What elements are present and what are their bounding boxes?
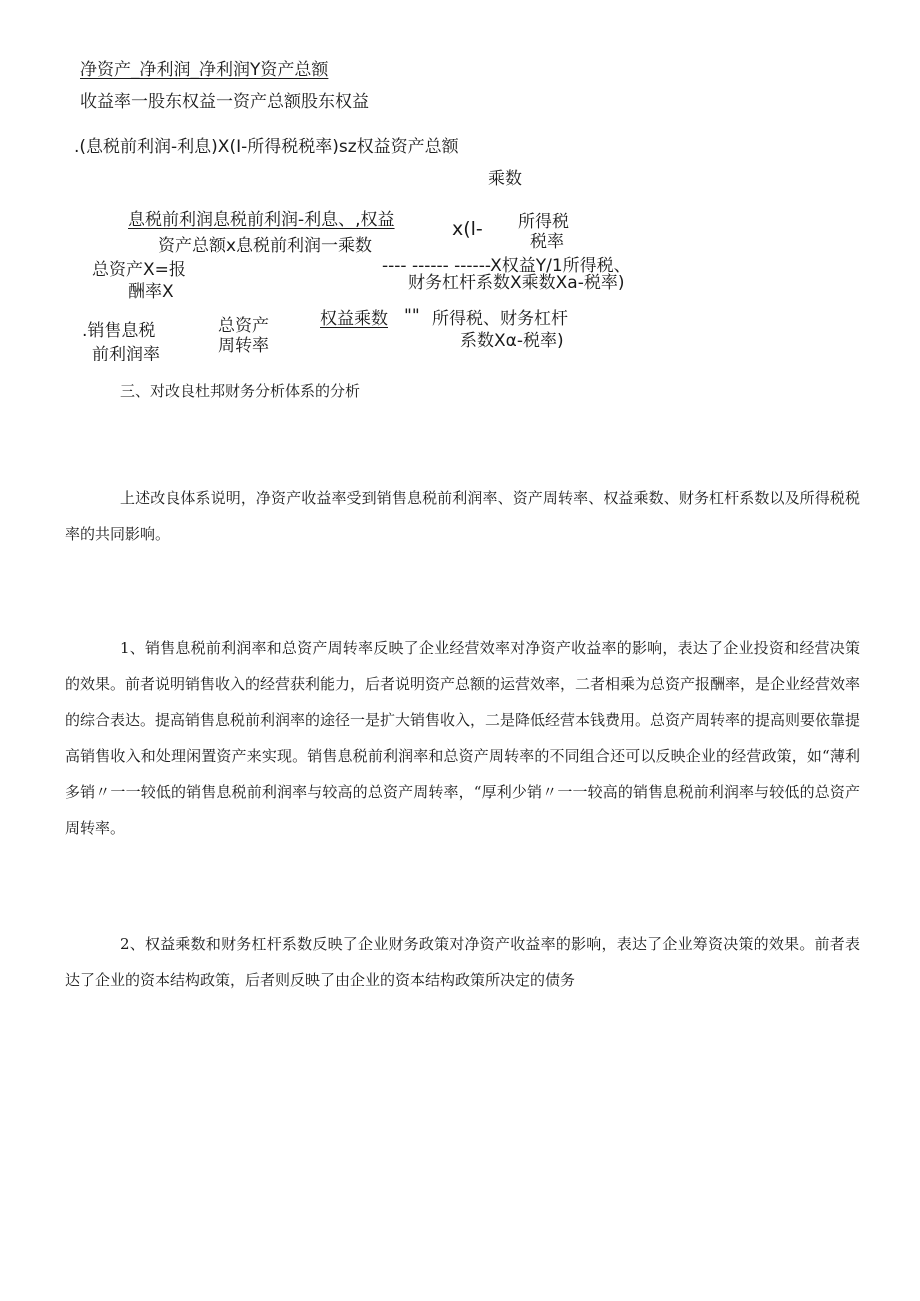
- formula-roa-label-b: 酬率X: [128, 282, 174, 302]
- formula-dash-line: ---- ------ ------X权益Y/1所得税、: [382, 256, 631, 276]
- paragraph-operating-efficiency: 1、销售息税前利润率和总资产周转率反映了企业经营效率对净资产收益率的影响，表达了企业投资和经营决策的效果。前者说明销售收入的经营获利能力，后者说明资产总额的运营效率，二者相乘为总资产报酬率，是企业经营效率的综合表达。提高销售息税前利润率的途径一是扩大销售收入，二是降低经营本钱费用。总资产周转率的提高则要依靠提高销售收入和处理闲置资产来实现。销售息税前利润率和总资产周转率的不同组合还可以反映企业的经营政策，如“薄利多销〃一一较低的销售息税前利润率与较高的总资产周转率，“厚利少销〃一一较高的销售息税前利润率与较低的总资产周转率。: [65, 639, 861, 837]
- section-heading: 三、对改良杜邦财务分析体系的分析: [120, 382, 361, 400]
- formula-coefficient-line: 系数Xα-税率): [460, 331, 564, 351]
- formula-leverage-line: 财务杠杆系数X乘数Xa-税率): [408, 273, 625, 293]
- formula-quote-marks: "": [404, 306, 420, 326]
- formula-line-2: 收益率一股东权益一资产总额股东权益: [80, 92, 369, 112]
- formula-turnover-label-a: 总资产: [218, 316, 269, 336]
- formula-equity-multiplier: 权益乘数: [320, 309, 388, 329]
- formula-margin-label-b: 前利润率: [92, 345, 160, 361]
- formula-line-3: .(息税前利润-利息)X(I-所得税税率)sz权益资产总额: [74, 137, 459, 157]
- paragraph-intro: 上述改良体系说明，净资产收益率受到销售息税前利润率、资产周转率、权益乘数、财务杠杆系数以及所得税税率的共同影响。: [65, 489, 860, 543]
- formula-margin-label-a: .销售息税: [82, 321, 156, 341]
- formula-line-3-multiplier: 乘数: [488, 169, 522, 189]
- formula-tax-label-a: 所得税: [518, 212, 569, 232]
- formula-fraction-denominator: 资产总额x息税前利润一乘数: [158, 236, 373, 256]
- formula-tax-label-b: 税率: [530, 232, 564, 252]
- formula-turnover-label-b: 周转率: [218, 336, 269, 356]
- paragraph-financial-policy: 2、权益乘数和财务杠杆系数反映了企业财务政策对净资产收益率的影响，表达了企业筹资决策的效果。前者表达了企业的资本结构政策，后者则反映了由企业的资本结构政策所决定的债务: [65, 935, 860, 989]
- formula-tax-leverage: 所得税、财务杠杆: [432, 309, 568, 329]
- formula-times-one-minus: x(l-: [452, 218, 483, 240]
- formula-roa-label-a: 总资产X=报: [92, 260, 186, 280]
- formula-fraction-numerator: 息税前利润息税前利润-利息、,权益: [128, 210, 395, 230]
- formula-line-1: 净资产_净利润_净利润Y资产总额: [80, 60, 329, 80]
